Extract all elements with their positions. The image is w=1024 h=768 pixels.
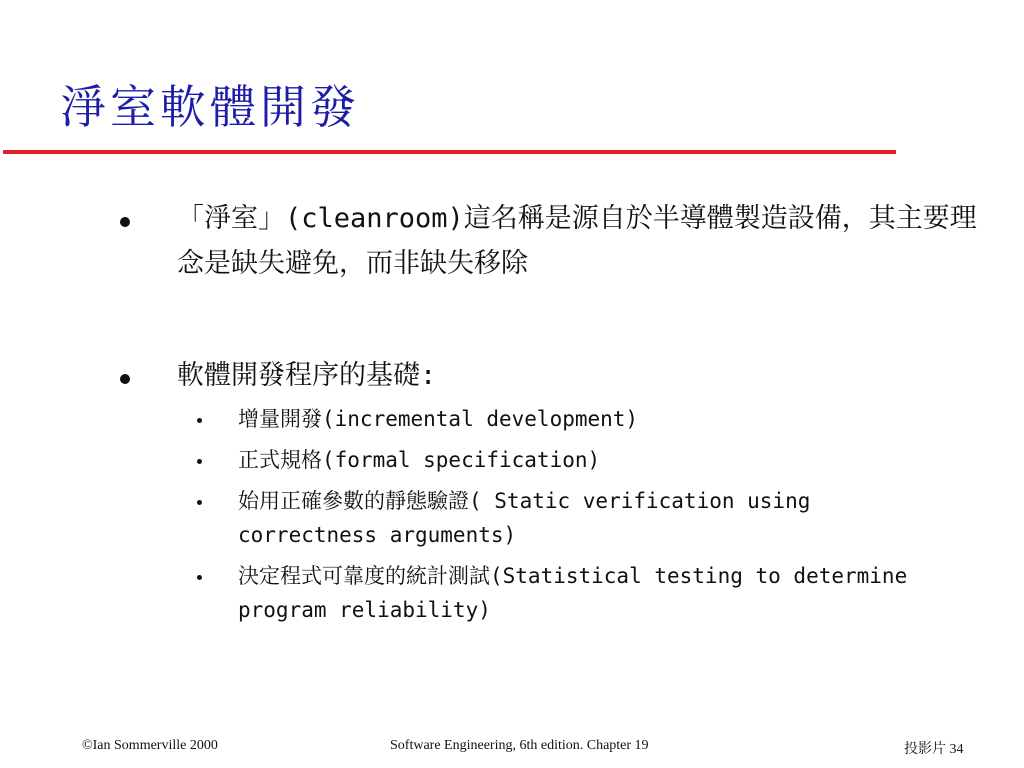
sub-bullet-dot-icon xyxy=(197,500,202,505)
footer-slide-number: 投影片 34 xyxy=(904,742,964,757)
sub-bullet-text: 始用正確參數的靜態驗證( Static verification using correctness arguments) xyxy=(238,489,811,547)
bullet-text: 「淨室」(cleanroom)這名稱是源自於半導體製造設備，其主要理念是缺失避免，而非缺失移除 xyxy=(177,203,977,279)
sub-bullet-dot-icon xyxy=(197,459,202,464)
sub-bullet-text: 決定程式可靠度的統計測試(Statistical testing to determine program reliability) xyxy=(238,564,908,622)
sub-bullet-text: 增量開發(incremental development) xyxy=(238,407,639,431)
sub-bullet-dot-icon xyxy=(197,575,202,580)
sub-bullet-text: 正式規格(formal specification) xyxy=(238,448,601,472)
bullet-text: 軟體開發程序的基礎: xyxy=(177,360,437,391)
footer-copyright: ©Ian Sommerville 2000 xyxy=(82,738,218,753)
bullet-dot-icon xyxy=(120,374,130,384)
sub-bullet-dot-icon xyxy=(197,418,202,423)
slide-title: 淨室軟體開發 xyxy=(60,80,360,134)
footer-book-title: Software Engineering, 6th edition. Chapter 19 xyxy=(390,738,649,753)
bullet-dot-icon xyxy=(120,217,130,227)
